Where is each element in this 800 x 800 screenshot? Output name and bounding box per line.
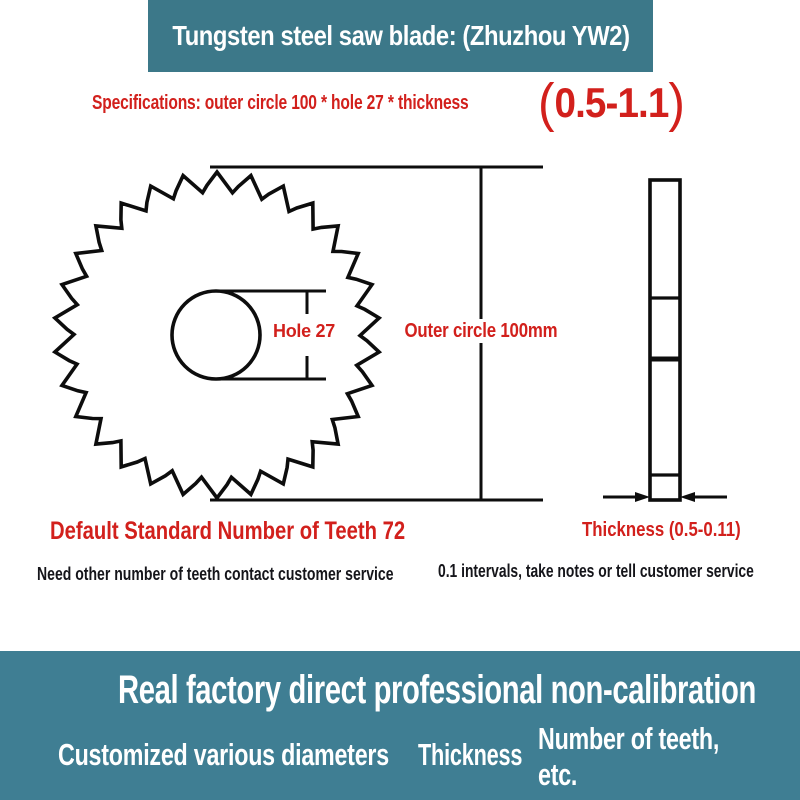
hole-diameter-label: Hole 27 bbox=[270, 321, 338, 343]
range-value: 0.5-1.1 bbox=[554, 79, 669, 126]
footer-band bbox=[0, 651, 800, 800]
outer-circle-label: Outer circle 100mm bbox=[402, 319, 560, 343]
teeth-note: Need other number of teeth contact customer service bbox=[37, 564, 394, 584]
range-open-paren: ( bbox=[538, 73, 555, 133]
range-close-paren: ) bbox=[668, 73, 685, 133]
teeth-heading: Default Standard Number of Teeth 72 bbox=[50, 517, 406, 545]
side-view bbox=[650, 180, 680, 500]
page-title: Tungsten steel saw blade: (Zhuzhou YW2) bbox=[171, 20, 630, 51]
center-hole bbox=[172, 291, 260, 379]
footer-headline: Real factory direct professional non-calibration bbox=[117, 668, 756, 712]
footer-item-thickness: Thickness bbox=[418, 737, 523, 772]
thickness-note: 0.1 intervals, take notes or tell customer service bbox=[438, 561, 754, 581]
specs-label: Specifications: outer circle 100 * hole 27 * thickness bbox=[92, 92, 469, 114]
footer-item-diameters: Customized various diameters bbox=[58, 737, 389, 772]
thickness-heading: Thickness (0.5-0.11) bbox=[582, 519, 741, 541]
footer-item-teeth: Number of teeth, etc. bbox=[538, 721, 720, 792]
